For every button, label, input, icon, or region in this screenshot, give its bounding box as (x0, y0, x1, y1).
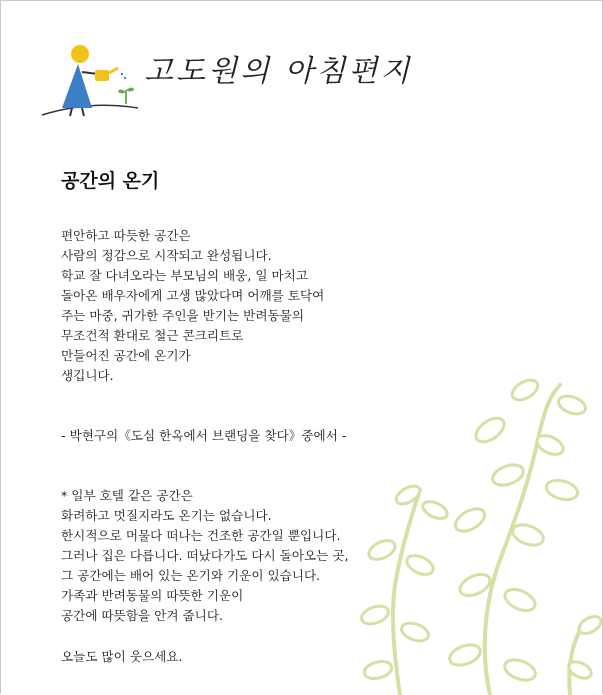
text-line: 공간에 따뜻함을 안겨 줍니다. (61, 608, 223, 623)
text-line: 편안하고 따듯한 공간은 (61, 228, 191, 243)
text-line: 그러나 집은 다릅니다. 떠났다가도 다시 돌아오는 곳, (61, 548, 349, 563)
quote-source: - 박현구의《도심 한옥에서 브랜딩을 찾다》중에서 - (61, 428, 347, 443)
plant-vine-illustration (340, 370, 603, 695)
text-line: 생깁니다. (61, 368, 114, 383)
text-line: 사람의 정감으로 시작되고 완성됩니다. (61, 248, 272, 263)
logo-title: 고도원의 아침편지 (144, 54, 413, 89)
text-line: 주는 마중, 귀가한 주인을 반기는 반려동물의 (61, 308, 304, 323)
text-line: 학교 잘 다녀오라는 부모님의 배웅, 일 마치고 (61, 268, 309, 283)
text-line: 화려하고 멋질지라도 온기는 없습니다. (61, 508, 272, 523)
closing-line: 오늘도 많이 웃으세요. (61, 649, 183, 664)
text-line: 그 공간에는 배어 있는 온기와 기운이 있습니다. (61, 568, 321, 583)
text-line: * 일부 호텔 같은 공간은 (61, 488, 193, 503)
text-line: 가족과 반려동물의 따뜻한 기운이 (61, 588, 244, 603)
commentary-paragraph (61, 486, 349, 626)
letter-title: 공간의 온기 (61, 170, 160, 192)
text-line: 돌아온 배우자에게 고생 많았다며 어깨를 토닥여 (61, 288, 325, 303)
text-line: 무조건적 환대로 철근 콘크리트로 (61, 328, 244, 343)
text-line: 만들어진 공간에 온기가 (61, 348, 191, 363)
quote-paragraph (61, 226, 324, 386)
text-line: 한시적으로 머물다 떠나는 건조한 공간일 뿐입니다. (61, 528, 341, 543)
gardener-logo-icon (40, 40, 140, 120)
site-logo[interactable] (40, 40, 420, 120)
